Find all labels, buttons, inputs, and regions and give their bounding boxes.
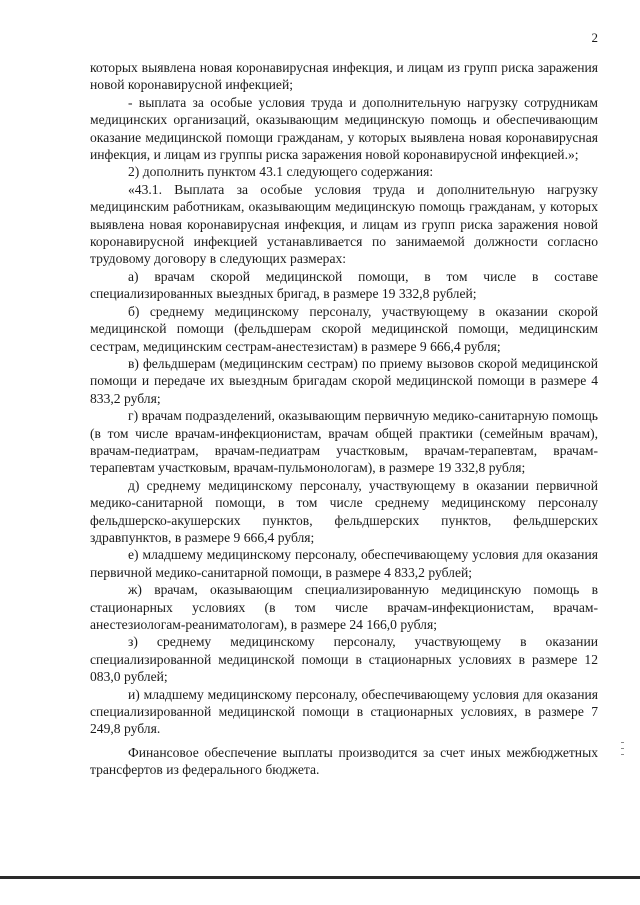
page-number: 2 [591, 30, 598, 45]
scan-speck [621, 742, 624, 743]
paragraph-continuation: которых выявлена новая коронавирусная инфекция, и лицам из групп риска заражения новой коронавирусной инфекцией; [90, 60, 598, 93]
document-body [90, 59, 598, 779]
scan-speck [621, 748, 624, 749]
bottom-rule [0, 876, 640, 879]
list-item-b: б) среднему медицинскому персоналу, участвующему в оказании скорой медицинской помощи (фельдшерам скорой медицинской помощи, медицинским сестрам, медицинским сестрам-анестезистам) в размере 9 666,4 рубля; [90, 303, 598, 354]
list-item-d: д) среднему медицинскому персоналу, участвующему в оказании первичной медико-санитарной помощи, в том числе среднему медицинскому персоналу фельдшерско-акушерских пунктов, фельдшерских пунктов, фельдшерских здравпунктов, в размере 9 666,4 рубля; [90, 477, 598, 545]
paragraph-amendment-intro: 2) дополнить пунктом 43.1 следующего содержания: [128, 164, 434, 180]
list-item-i: и) младшему медицинскому персоналу, обеспечивающему условия для оказания специализированной медицинской помощи в стационарных условиях, в размере 7 249,8 рубля. [90, 686, 598, 737]
paragraph-financing: Финансовое обеспечение выплаты производится за счет иных межбюджетных трансфертов из федерального бюджета. [90, 744, 598, 778]
list-item-g: г) врачам подразделений, оказывающим первичную медико-санитарную помощь (в том числе врачам-инфекционистам, врачам общей практики (семейным врачам), врачам-педиатрам, врачам-педиатрам участковым, врачам-терапевтам, врачам-терапевтам участковым, врачам-пульмонологам), в размере 19 332,8 рубля; [90, 408, 598, 476]
scan-speck [621, 754, 624, 755]
paragraph-payment-staff: - выплата за особые условия труда и дополнительную нагрузку сотрудникам медицинских организаций, оказывающим медицинскую помощь и обеспечивающим оказание медицинской помощи гражданам, у которых выявлена новая коронавирусная инфекция, и лицам из группы риска заражения новой коронавирусной инфекцией.»; [90, 94, 598, 163]
list-item-z: з) среднему медицинскому персоналу, участвующему в оказании специализированной медицинской помощи в стационарных условиях в размере 12 083,0 рублей; [90, 634, 598, 685]
list-item-v: в) фельдшерам (медицинским сестрам) по приему вызовов скорой медицинской помощи и передаче их выездным бригадам скорой медицинской помощи в размере 4 833,2 рубля; [90, 355, 598, 406]
list-item-e: е) младшему медицинскому персоналу, обеспечивающему условия для оказания первичной медико-санитарной помощи, в размере 4 833,2 рублей; [90, 547, 598, 580]
list-item-zh: ж) врачам, оказывающим специализированную медицинскую помощь в стационарных условиях (в том числе врачам-инфекционистам, врачам-анестезиологам-реаниматологам), в размере 24 166,0 рубля; [90, 582, 598, 632]
paragraph-43-1: «43.1. Выплата за особые условия труда и дополнительную нагрузку медицинским работникам, оказывающим медицинскую помощь гражданам, у которых выявлена новая коронавирусная инфекция, и лицам из групп риска заражения новой коронавирусной инфекцией устанавливается по занимаемой должности согласно трудовому договору в следующих размерах: [90, 181, 598, 267]
list-item-a: а) врачам скорой медицинской помощи, в том числе в составе специализированных выездных бригад, в размере 19 332,8 рублей; [90, 268, 598, 302]
